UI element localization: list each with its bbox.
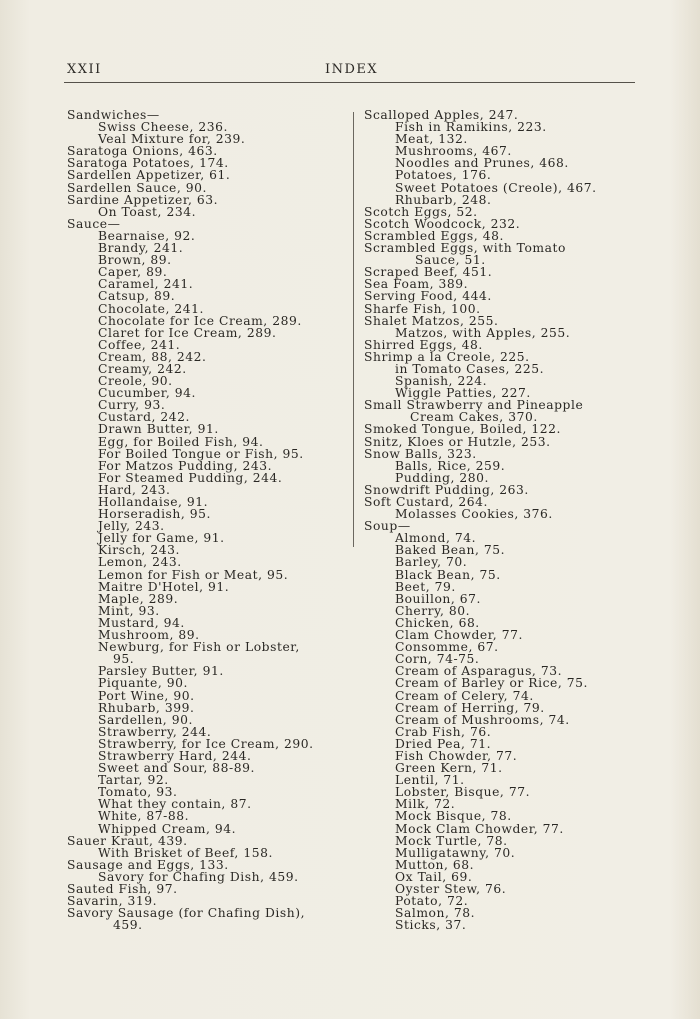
index-entry: Saratoga Potatoes, 174.: [67, 156, 229, 171]
index-entry: Claret for Ice Cream, 289.: [98, 325, 277, 340]
index-entry: Lentil, 71.: [395, 773, 465, 788]
index-entry: Whipped Cream, 94.: [98, 821, 237, 836]
index-entry: Wiggle Patties, 227.: [395, 386, 531, 401]
index-entry: Jelly, 243.: [98, 519, 165, 534]
index-entry: Creole, 90.: [98, 374, 173, 389]
index-entry: Baked Bean, 75.: [395, 543, 506, 558]
index-entry: Maple, 289.: [98, 591, 179, 606]
index-entry: Dried Pea, 71.: [395, 736, 492, 751]
index-entry: Sticks, 37.: [395, 918, 467, 933]
index-entry: Scrambled Eggs, with Tomato: [364, 241, 566, 256]
index-entry: Jelly for Game, 91.: [98, 531, 225, 546]
index-entry: For Steamed Pudding, 244.: [98, 470, 283, 485]
index-entry: Meat, 132.: [395, 132, 468, 147]
index-entry: Port Wine, 90.: [98, 688, 195, 703]
index-entry: Lemon, 243.: [98, 555, 182, 570]
index-entry: Lemon for Fish or Meat, 95.: [98, 567, 289, 582]
right-column: [364, 109, 634, 931]
index-entry: Cream of Asparagus, 73.: [395, 664, 563, 679]
index-entry: Cream Cakes, 370.: [410, 410, 538, 425]
index-entry: Brandy, 241.: [98, 241, 184, 256]
index-entry: Shirred Eggs, 48.: [364, 337, 483, 352]
index-entry: Coffee, 241.: [98, 337, 181, 352]
index-entry: Sardine Appetizer, 63.: [67, 192, 219, 207]
index-entry: Smoked Tongue, Boiled, 122.: [364, 422, 561, 437]
index-entry: Potato, 72.: [395, 894, 469, 909]
index-entry: Catsup, 89.: [98, 289, 176, 304]
index-entry: Salmon, 78.: [395, 906, 476, 921]
index-entry: Ox Tail, 69.: [395, 869, 473, 884]
index-entry: Scotch Eggs, 52.: [364, 204, 478, 219]
index-entry: Sweet and Sour, 88-89.: [98, 761, 255, 776]
index-entry: Noodles and Prunes, 468.: [395, 156, 569, 171]
index-entry: Shrimp a la Creole, 225.: [364, 349, 530, 364]
index-entry: Bouillon, 67.: [395, 591, 482, 606]
index-entry: For Boiled Tongue or Fish, 95.: [98, 446, 304, 461]
index-entry: Fish Chowder, 77.: [395, 748, 518, 763]
index-entry: Mushrooms, 467.: [395, 144, 512, 159]
index-entry: Small Strawberry and Pineapple: [364, 398, 584, 413]
index-entry: Green Kern, 71.: [395, 761, 503, 776]
index-entry: Strawberry, for Ice Cream, 290.: [98, 736, 314, 751]
index-entry: Potatoes, 176.: [395, 168, 492, 183]
index-entry: Snitz, Kloes or Hutzle, 253.: [364, 434, 551, 449]
index-entry: Chicken, 68.: [395, 615, 480, 630]
index-entry: Egg, for Boiled Fish, 94.: [98, 434, 264, 449]
index-entry: Sauted Fish, 97.: [67, 882, 178, 896]
index-entry: On Toast, 234.: [98, 204, 197, 219]
index-entry: Savory for Chafing Dish, 459.: [98, 869, 299, 884]
index-entry: Piquante, 90.: [98, 676, 188, 691]
index-entry: Tomato, 93.: [98, 785, 178, 800]
index-entry: Curry, 93.: [98, 398, 166, 413]
index-entry: Mock Turtle, 78.: [395, 833, 508, 848]
index-entry: Shalet Matzos, 255.: [364, 313, 499, 328]
index-entry: Hollandaise, 91.: [98, 495, 209, 509]
index-entry: Hard, 243.: [98, 482, 171, 497]
header-rule: [64, 82, 635, 83]
index-entry: Saratoga Onions, 463.: [67, 144, 218, 159]
index-entry: Balls, Rice, 259.: [395, 458, 506, 473]
index-entry: Veal Mixture for, 239.: [98, 132, 246, 147]
page-header: [67, 62, 635, 82]
index-entry: Lobster, Bisque, 77.: [395, 785, 531, 800]
index-entry: Savory Sausage (for Chafing Dish),: [67, 906, 306, 921]
page-number: XXII: [67, 62, 102, 77]
index-entry: Maitre D'Hotel, 91.: [98, 579, 230, 594]
index-entry: Beet, 79.: [395, 579, 456, 594]
index-entry: For Matzos Pudding, 243.: [98, 458, 273, 473]
index-entry: Horseradish, 95.: [98, 507, 212, 522]
index-entry: Rhubarb, 248.: [395, 192, 492, 207]
index-entry: Mustard, 94.: [98, 615, 185, 630]
index-entry: Sausage and Eggs, 133.: [67, 857, 229, 872]
index-entry: 95.: [113, 652, 135, 667]
index-entry: Sea Foam, 389.: [364, 277, 469, 292]
index-entry: Sauce, 51.: [415, 253, 486, 268]
left-column: [67, 109, 352, 931]
index-entry: Barley, 70.: [395, 555, 468, 570]
index-entry: Mock Clam Chowder, 77.: [395, 821, 564, 836]
index-entry: Savarin, 319.: [67, 894, 158, 909]
index-entry: Soft Custard, 264.: [364, 495, 488, 509]
index-entry: Sweet Potatoes (Creole), 467.: [395, 180, 597, 195]
index-entry: Cream of Celery, 74.: [395, 688, 534, 703]
index-entry: Crab Fish, 76.: [395, 724, 492, 739]
index-entry: Sandwiches—: [67, 108, 160, 122]
column-divider: [353, 112, 354, 547]
index-entry: Consomme, 67.: [395, 640, 499, 655]
index-entry: Bearnaise, 92.: [98, 228, 196, 243]
index-entry: Serving Food, 444.: [364, 289, 492, 304]
index-entry: Scrambled Eggs, 48.: [364, 228, 504, 243]
index-entry: Drawn Butter, 91.: [98, 422, 219, 437]
index-entry: Swiss Cheese, 236.: [98, 120, 228, 135]
index-entry: Chocolate for Ice Cream, 289.: [98, 313, 302, 328]
index-entry: Sauer Kraut, 439.: [67, 833, 188, 848]
index-entry: Scraped Beef, 451.: [364, 265, 493, 280]
index-entry: Fish in Ramikins, 223.: [395, 120, 547, 135]
index-entry: Cream, 88, 242.: [98, 349, 207, 364]
index-entry: Black Bean, 75.: [395, 567, 501, 582]
index-entry: Corn, 74-75.: [395, 652, 480, 667]
index-entry: Mock Bisque, 78.: [395, 809, 512, 824]
index-entry: Clam Chowder, 77.: [395, 628, 523, 643]
index-entry: Mint, 93.: [98, 603, 160, 618]
index-entry: What they contain, 87.: [98, 797, 252, 812]
index-entry: Strawberry, 244.: [98, 724, 212, 739]
index-entry: Scotch Woodcock, 232.: [364, 216, 521, 231]
index-entry: Strawberry Hard, 244.: [98, 748, 252, 763]
index-entry: Sardellen Appetizer, 61.: [67, 168, 231, 183]
index-entry: Pudding, 280.: [395, 470, 490, 485]
page-title: INDEX: [325, 62, 379, 77]
index-entry: Rhubarb, 399.: [98, 700, 195, 715]
index-entry: Soup—: [364, 519, 411, 534]
index-entry: Newburg, for Fish or Lobster,: [98, 640, 300, 655]
index-entry: Cream of Barley or Rice, 75.: [395, 676, 588, 691]
index-entry: Spanish, 224.: [395, 374, 488, 389]
index-entry: Cherry, 80.: [395, 603, 471, 618]
index-entry: White, 87-88.: [98, 809, 190, 824]
index-entry: Cream of Herring, 79.: [395, 700, 545, 715]
index-entry: Custard, 242.: [98, 410, 191, 425]
index-entry: With Brisket of Beef, 158.: [98, 845, 273, 860]
index-entry: Molasses Cookies, 376.: [395, 507, 553, 522]
index-entry: Almond, 74.: [395, 531, 477, 546]
index-entry: Cucumber, 94.: [98, 386, 196, 401]
index-entry: Scalloped Apples, 247.: [364, 108, 519, 122]
index-entry: Sauce—: [67, 216, 121, 231]
index-entry: Caper, 89.: [98, 265, 168, 280]
index-entry: Snow Balls, 323.: [364, 446, 477, 461]
index-entry: Mushroom, 89.: [98, 628, 200, 643]
index-entry: Caramel, 241.: [98, 277, 194, 292]
index-entry: Tartar, 92.: [98, 773, 169, 788]
index-entry: Kirsch, 243.: [98, 543, 180, 558]
index-entry: Parsley Butter, 91.: [98, 664, 224, 679]
index-entry: Matzos, with Apples, 255.: [395, 325, 571, 340]
index-entry: Snowdrift Pudding, 263.: [364, 482, 529, 497]
index-entry: Milk, 72.: [395, 797, 456, 812]
index-entry: Oyster Stew, 76.: [395, 882, 507, 896]
index-entry: Brown, 89.: [98, 253, 172, 268]
index-entry: Sardellen, 90.: [98, 712, 193, 727]
index-entry: Sardellen Sauce, 90.: [67, 180, 207, 195]
index-entry: 459.: [113, 918, 143, 933]
index-entry: Chocolate, 241.: [98, 301, 204, 316]
index-entry: Creamy, 242.: [98, 361, 187, 376]
index-entry: Cream of Mushrooms, 74.: [395, 712, 570, 727]
index-entry: in Tomato Cases, 225.: [395, 361, 545, 376]
index-entry: Mulligatawny, 70.: [395, 845, 516, 860]
index-entry: Mutton, 68.: [395, 857, 475, 872]
index-entry: Sharfe Fish, 100.: [364, 301, 481, 316]
